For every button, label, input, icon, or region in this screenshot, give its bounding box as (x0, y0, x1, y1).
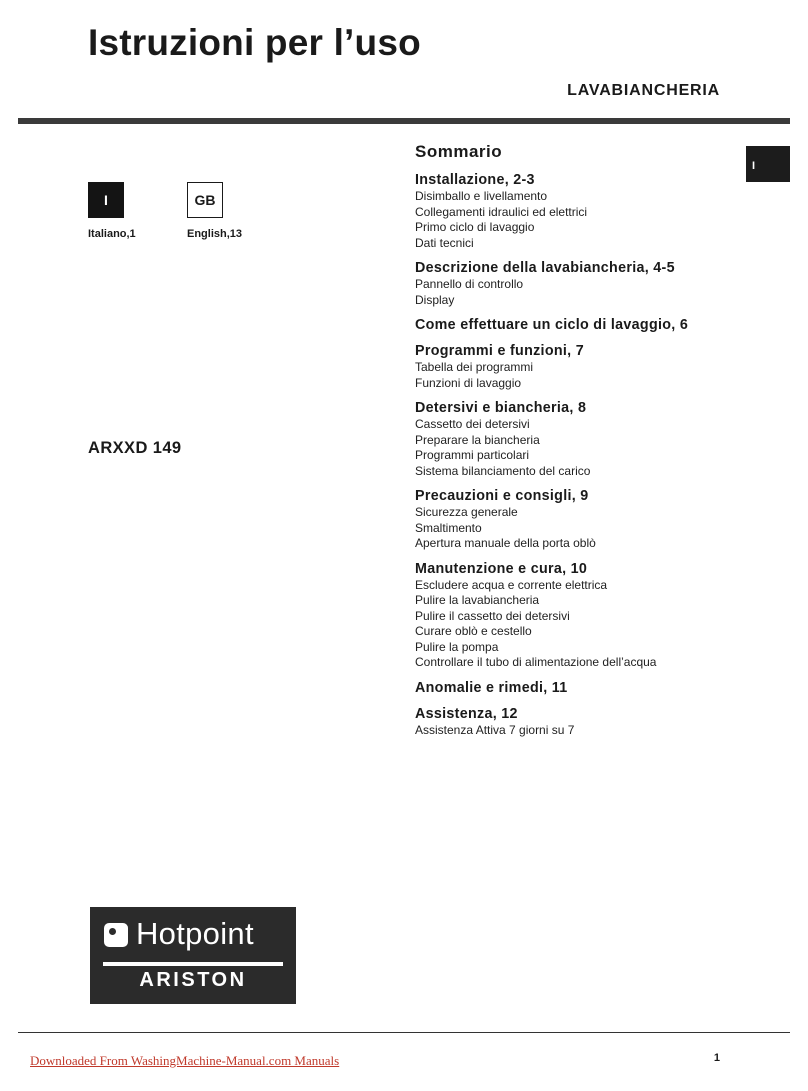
brand-logo (90, 907, 296, 1004)
toc-section-title[interactable]: Detersivi e biancheria, 8 (415, 400, 587, 416)
toc-section (415, 488, 745, 552)
toc-item[interactable]: Collegamenti idraulici ed elettrici (415, 204, 588, 219)
logo-sub-text: ARISTON (139, 969, 247, 991)
toc-item[interactable]: Display (415, 292, 455, 307)
toc-section-title[interactable]: Anomalie e rimedi, 11 (415, 679, 568, 696)
toc-item[interactable]: Sistema bilanciamento del carico (415, 463, 591, 478)
toc-section (415, 260, 745, 308)
toc-section (415, 317, 745, 334)
toc-item[interactable]: Assistenza Attiva 7 giorni su 7 (415, 722, 575, 737)
language-button-italian[interactable]: I (88, 182, 124, 218)
table-of-contents (415, 142, 745, 747)
toc-section-title[interactable]: Programmi e funzioni, 7 (415, 343, 584, 359)
toc-section-title[interactable]: Precauzioni e consigli, 9 (415, 488, 589, 504)
toc-section-title[interactable]: Descrizione della lavabiancheria, 4-5 (415, 260, 675, 276)
side-language-tab: I (746, 146, 790, 182)
toc-item[interactable]: Escludere acqua e corrente elettrica (415, 577, 608, 592)
toc-item[interactable]: Funzioni di lavaggio (415, 375, 522, 390)
toc-section (415, 561, 745, 671)
download-source-link[interactable]: Downloaded From WashingMachine-Manual.com Manuals (30, 1053, 340, 1068)
toc-item[interactable]: Sicurezza generale (415, 505, 518, 519)
toc-section-title[interactable]: Installazione, 2-3 (415, 172, 535, 188)
toc-item[interactable]: Pulire la lavabiancheria (415, 593, 540, 607)
toc-item[interactable]: Preparare la biancheria (415, 432, 540, 447)
toc-item[interactable]: Cassetto dei detersivi (415, 417, 530, 431)
footer-divider (18, 1032, 790, 1033)
toc-heading: Sommario (415, 142, 503, 161)
logo-brand-text: Hotpoint (136, 916, 254, 951)
product-type: LAVABIANCHERIA (567, 82, 720, 99)
toc-item[interactable]: Pulire il cassetto dei detersivi (415, 608, 570, 623)
model-number: ARXXD 149 (88, 439, 182, 457)
toc-sections (415, 172, 745, 738)
toc-item[interactable]: Tabella dei programmi (415, 360, 534, 374)
toc-item[interactable]: Smaltimento (415, 520, 482, 535)
logo-divider (103, 962, 283, 966)
toc-item[interactable]: Programmi particolari (415, 448, 530, 462)
toc-section-title[interactable]: Come effettuare un ciclo di lavaggio, 6 (415, 317, 689, 333)
toc-item[interactable]: Apertura manuale della porta oblò (415, 536, 596, 550)
toc-section-title[interactable]: Assistenza, 12 (415, 705, 518, 722)
toc-item[interactable]: Dati tecnici (415, 235, 474, 250)
toc-section-title[interactable]: Manutenzione e cura, 10 (415, 560, 588, 577)
toc-item[interactable]: Controllare il tubo di alimentazione dell’acqua (415, 655, 657, 669)
toc-item[interactable]: Primo ciclo di lavaggio (415, 220, 535, 234)
hotpoint-logo-icon (104, 923, 128, 947)
toc-item[interactable]: Pulire la pompa (415, 639, 499, 654)
page-number: 1 (713, 1052, 720, 1064)
toc-item[interactable]: Pannello di controllo (415, 277, 524, 291)
header-divider (18, 118, 790, 124)
language-button-english[interactable]: GB (187, 182, 223, 218)
toc-section (415, 680, 745, 697)
language-label-italian: Italiano,1 (88, 228, 136, 240)
toc-section (415, 343, 745, 391)
toc-section (415, 400, 745, 479)
toc-section (415, 706, 745, 739)
language-label-english: English,13 (187, 228, 243, 240)
page-title: Istruzioni per l’uso (88, 22, 421, 63)
toc-section (415, 172, 745, 251)
toc-item[interactable]: Curare oblò e cestello (415, 624, 532, 638)
toc-item[interactable]: Disimballo e livellamento (415, 189, 548, 203)
